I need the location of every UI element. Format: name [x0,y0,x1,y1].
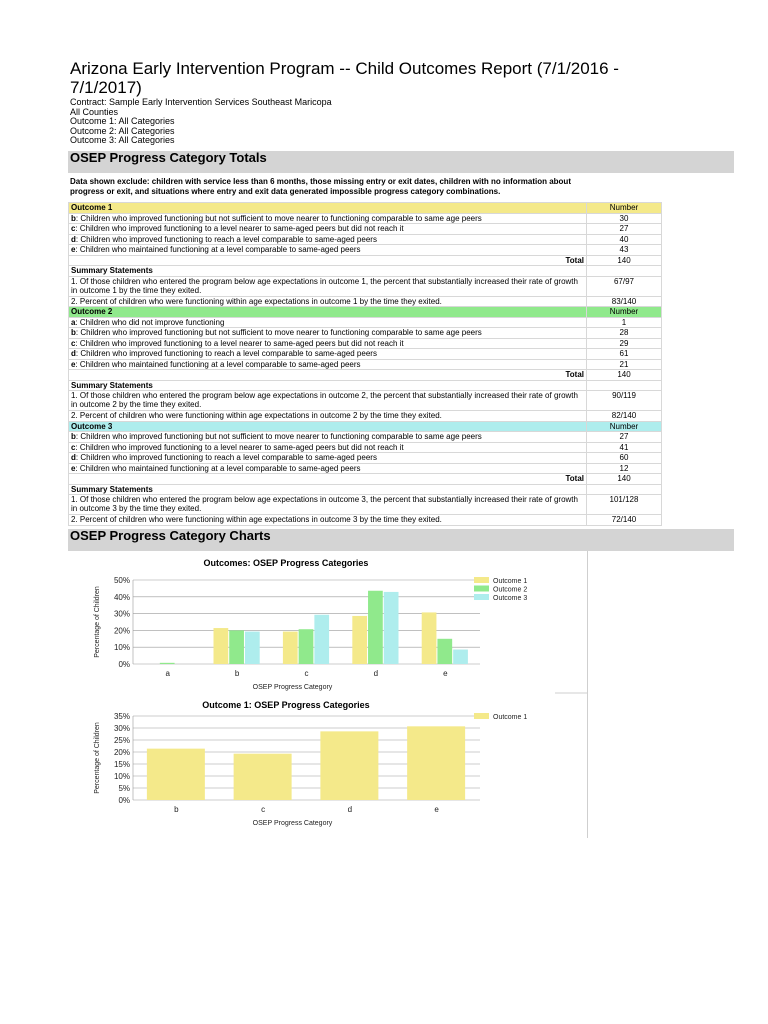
category-row [69,224,662,235]
summary-statement-value: 72/140 [587,515,662,526]
category-letter: e [71,463,76,473]
category-description [69,349,587,360]
category-letter: d [71,453,76,462]
y-tick-label: 10% [113,772,130,781]
category-text: : Children who maintained functioning at a level comparable to same-aged peers [75,359,361,369]
y-tick-label: 50% [113,576,130,585]
category-description [69,432,587,443]
x-axis-label: OSEP Progress Category [252,684,333,691]
x-tick-label: e [434,805,439,814]
summary-statement-text: 1. Of those children who entered the program below age expectations in outcome 1, the percent that substantially increased their rate of growth in outcome 1 by the time they exited. [69,276,587,296]
y-tick-label: 10% [113,643,130,653]
summary-header-row [69,380,662,391]
report-meta [70,98,332,146]
bar [352,616,367,664]
category-description [69,317,587,328]
category-letter: d [71,234,76,244]
summary-statement-value: 83/140 [587,296,662,307]
category-count: 41 [587,442,662,453]
x-tick-label: e [443,669,448,678]
y-tick-label: 20% [113,748,130,757]
summary-statement-text: 1. Of those children who entered the program below age expectations in outcome 3, the percent that substantially increased their rate of growth in outcome 3 by the time they exited. [69,495,587,515]
exclusion-note-line: Data shown exclude: children with service less than 6 months, those missing entry or exit dates, children with no information about [70,177,571,186]
bar [437,639,452,664]
x-tick-label: b [234,669,240,678]
progress-totals-table [68,202,662,526]
category-text: : Children who did not improve functioning [75,317,225,327]
bar [283,632,298,664]
category-description [69,245,587,256]
x-tick-label: b [174,805,179,814]
category-count: 21 [587,359,662,370]
category-letter: e [71,245,76,254]
category-count: 27 [587,432,662,443]
y-tick-label: 0% [118,660,130,669]
exclusion-note [70,177,662,197]
category-text: : Children who improved functioning but not sufficient to move nearer to functioning comparable to same age peers [75,432,482,441]
category-text: : Children who maintained functioning at a level comparable to same-aged peers [75,463,361,473]
category-text: : Children who improved functioning to a level nearer to same-aged peers but did not reach it [75,224,404,233]
bar [422,612,437,664]
category-text: : Children who improved functioning to reach a level comparable to same-aged peers [75,453,377,462]
summary-statement-text: 2. Percent of children who were functioning within age expectations in outcome 1 by the time they exited. [69,296,587,307]
category-letter: c [71,442,76,452]
bar [245,632,260,664]
bar [214,628,229,664]
category-row [69,349,662,360]
category-row [69,328,662,339]
category-count: 40 [587,234,662,245]
category-count: 30 [587,213,662,224]
summary-empty-cell [587,484,662,495]
category-count: 43 [587,245,662,256]
category-text: : Children who improved functioning but not sufficient to move nearer to functioning comparable to same age peers [75,328,482,337]
bar [147,749,205,800]
total-value: 140 [587,255,662,266]
bar [314,615,329,664]
category-count: 12 [587,463,662,474]
bar [299,629,314,664]
outcome-name: Outcome 3 [69,421,587,432]
total-label: Total [69,255,587,266]
category-count: 27 [587,224,662,235]
x-tick-label: c [304,669,309,678]
summary-header-row [69,266,662,277]
category-count: 1 [587,317,662,328]
category-count: 29 [587,338,662,349]
y-tick-label: 15% [113,760,130,769]
category-row [69,432,662,443]
summary-statement-row [69,391,662,411]
summary-statement-row [69,411,662,422]
summary-statement-text: 1. Of those children who entered the program below age expectations in outcome 2, the percent that substantially increased their rate of growth in outcome 2 by the time they exited. [69,391,587,411]
summary-statement-text: 2. Percent of children who were functioning within age expectations in outcome 3 by the time they exited. [69,515,587,526]
category-letter: e [71,359,76,369]
category-row [69,213,662,224]
category-row [69,338,662,349]
outcome2-filter-line: Outcome 2: All Categories [70,125,175,136]
category-description [69,234,587,245]
category-text: : Children who improved functioning but not sufficient to move nearer to functioning comparable to same age peers [75,213,482,223]
x-tick-label: d [373,669,379,678]
legend-label: Outcome 2 [493,586,528,594]
category-row [69,234,662,245]
category-description [69,442,587,453]
category-letter: c [71,338,76,348]
legend-swatch [474,577,489,583]
legend-label: Outcome 1 [493,578,528,585]
category-row [69,359,662,370]
outcome-name: Outcome 2 [69,307,587,318]
category-description [69,328,587,339]
summary-label: Summary Statements [69,380,587,391]
category-row [69,317,662,328]
outcomes-bar-chart [68,551,587,694]
category-description [69,359,587,370]
summary-empty-cell [587,380,662,391]
category-description [69,463,587,474]
outcome-header-row [69,421,662,432]
summary-statement-row [69,296,662,307]
total-value: 140 [587,474,662,485]
category-row [69,245,662,256]
outcome-name: Outcome 1 [69,203,587,214]
summary-statement-value: 82/140 [587,411,662,422]
summary-statement-row [69,276,662,296]
summary-label: Summary Statements [69,266,587,277]
legend-swatch [474,586,489,592]
summary-statement-value: 90/119 [587,391,662,411]
y-tick-label: 30% [113,609,130,619]
legend-label: Outcome 3 [493,595,528,602]
bar [407,726,465,800]
category-text: : Children who improved functioning to a level nearer to same-aged peers but did not reach it [75,442,404,452]
category-row [69,442,662,453]
bar [453,650,468,664]
category-letter: b [71,432,76,441]
y-tick-label: 0% [118,796,130,805]
charts-area [68,551,588,838]
total-row [69,370,662,381]
x-tick-label: c [261,805,266,814]
total-label: Total [69,474,587,485]
number-header: Number [587,421,662,432]
contract-line: Contract: Sample Early Intervention Services Southeast Maricopa [70,97,332,107]
bar [229,630,244,664]
category-count: 61 [587,349,662,360]
y-tick-label: 20% [113,626,130,636]
section-header-totals: OSEP Progress Category Totals [68,151,734,173]
category-text: : Children who improved functioning to reach a level comparable to same-aged peers [75,349,377,358]
bar [160,663,175,664]
category-count: 60 [587,453,662,464]
bar [320,731,378,800]
category-letter: d [71,349,76,358]
category-text: : Children who maintained functioning at a level comparable to same-aged peers [75,245,361,254]
report-title: Arizona Early Intervention Program -- Child Outcomes Report (7/1/2016 - 7/1/2017) [70,59,619,97]
x-tick-label: d [347,805,353,814]
x-tick-label: a [165,669,170,678]
y-tick-label: 25% [113,736,130,745]
outcome1-bar-chart [68,693,587,838]
category-letter: b [71,213,76,223]
bar [234,754,292,800]
category-letter: b [71,328,76,337]
exclusion-note-line: progress or exit, and situations where entry and exit data generated impossible progress category combinations. [70,187,501,196]
legend-label: Outcome 1 [493,714,528,721]
total-row [69,255,662,266]
category-count: 28 [587,328,662,339]
summary-statement-row [69,495,662,515]
total-row [69,474,662,485]
summary-empty-cell [587,266,662,277]
category-row [69,463,662,474]
legend-swatch [474,713,489,719]
number-header: Number [587,307,662,318]
y-axis-label: Percentage of Children [94,722,101,794]
category-row [69,453,662,464]
x-axis-label: OSEP Progress Category [252,820,333,827]
outcome1-filter-line: Outcome 1: All Categories [70,116,175,127]
y-tick-label: 40% [113,592,130,602]
chart-title: Outcome 1: OSEP Progress Categories [202,700,370,710]
total-label: Total [69,370,587,381]
category-description [69,453,587,464]
summary-statement-value: 67/97 [587,276,662,296]
y-tick-label: 30% [113,724,130,733]
summary-statement-value: 101/128 [587,495,662,515]
category-letter: c [71,224,76,233]
bar [368,591,383,664]
category-description [69,213,587,224]
category-text: : Children who improved functioning to a level nearer to same-aged peers but did not reach it [75,338,404,348]
y-axis-label: Percentage of Children [94,586,101,658]
counties-line: All Counties [70,106,119,117]
outcome3-filter-line: Outcome 3: All Categories [70,135,175,146]
category-text: : Children who improved functioning to reach a level comparable to same-aged peers [75,234,377,244]
number-header: Number [587,203,662,214]
summary-statement-row [69,515,662,526]
chart-title: Outcomes: OSEP Progress Categories [203,558,369,568]
total-value: 140 [587,370,662,381]
y-tick-label: 35% [113,712,130,721]
bar [384,592,399,664]
y-tick-label: 5% [118,784,130,793]
summary-statement-text: 2. Percent of children who were functioning within age expectations in outcome 2 by the time they exited. [69,411,587,422]
summary-header-row [69,484,662,495]
summary-label: Summary Statements [69,484,587,495]
category-letter: a [71,317,76,327]
outcome-header-row [69,203,662,214]
section-header-charts: OSEP Progress Category Charts [68,529,734,551]
category-description [69,224,587,235]
category-description [69,338,587,349]
legend-swatch [474,594,489,600]
outcome-header-row [69,307,662,318]
